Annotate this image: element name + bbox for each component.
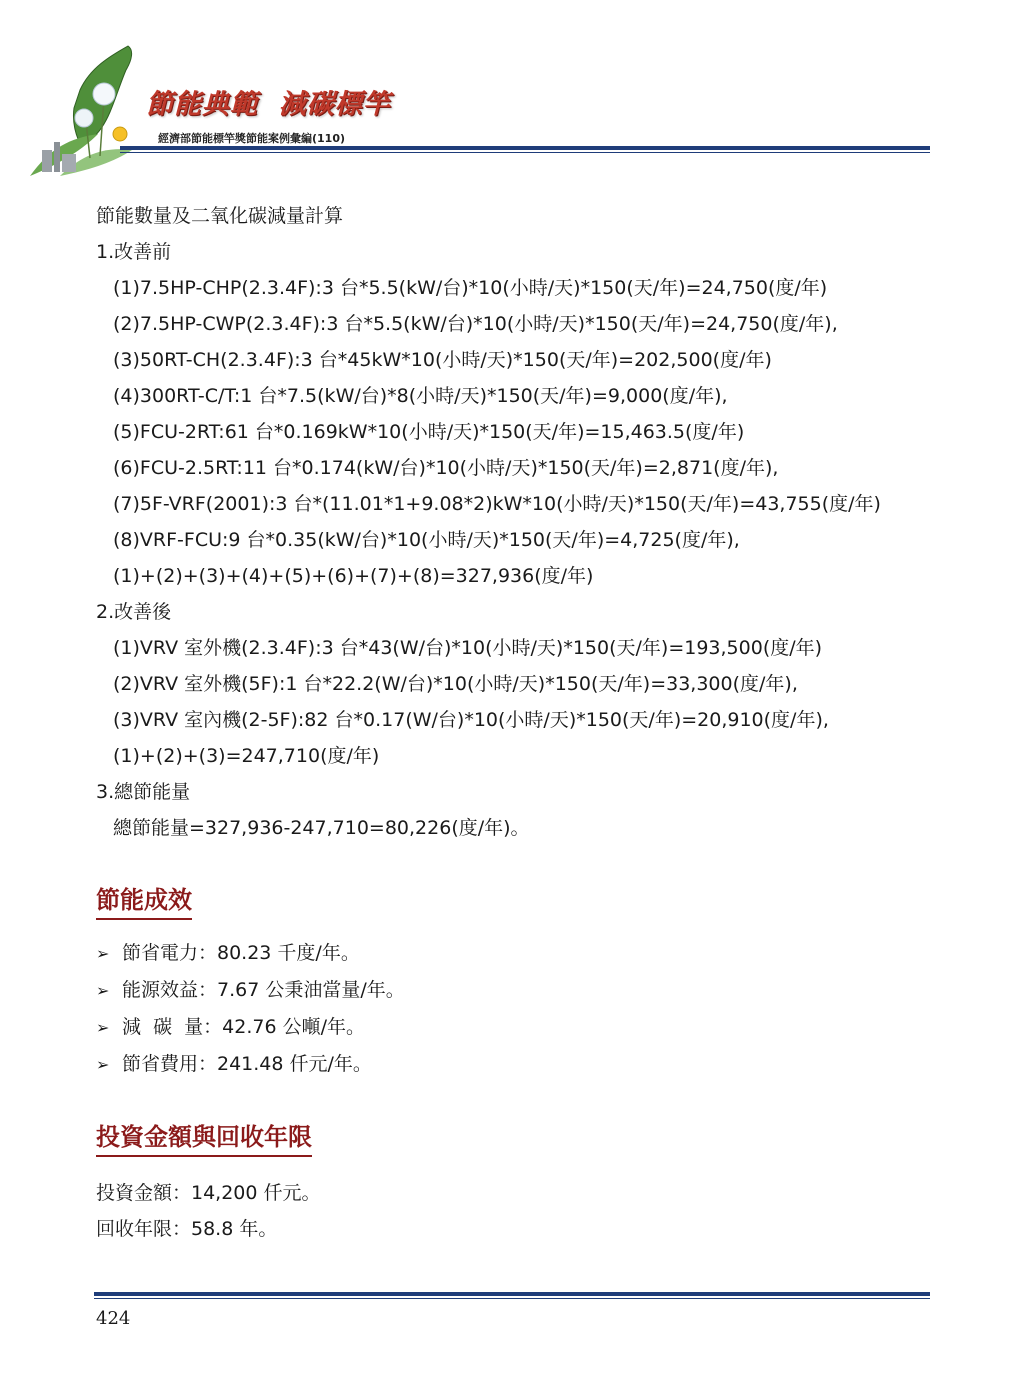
investment-amount: 投資金額：14,200 仟元。 bbox=[96, 1182, 321, 1204]
before-item: (2)7.5HP-CWP(2.3.4F):3 台*5.5(kW/台)*10(小時/天)*150(天/年)=24,750(度/年), bbox=[113, 313, 838, 335]
result-text: 節省電力：80.23 千度/年。 bbox=[122, 942, 360, 964]
result-item bbox=[96, 1012, 365, 1039]
before-item: (3)50RT-CH(2.3.4F):3 台*45kW*10(小時/天)*150(天/年)=202,500(度/年) bbox=[113, 349, 772, 371]
after-item: (1)VRV 室外機(2.3.4F):3 台*43(W/台)*10(小時/天)*150(天/年)=193,500(度/年) bbox=[113, 637, 823, 659]
result-text: 能源效益：7.67 公秉油當量/年。 bbox=[122, 979, 405, 1001]
after-item: (2)VRV 室外機(5F):1 台*22.2(W/台)*10(小時/天)*150(天/年)=33,300(度/年), bbox=[113, 673, 798, 695]
investment-heading: 投資金額與回收年限 bbox=[96, 1117, 312, 1157]
total-line: 總節能量=327,936-247,710=80,226(度/年)。 bbox=[113, 817, 530, 839]
payback-period: 回收年限：58.8 年。 bbox=[96, 1218, 278, 1240]
header-title: 節能典範 減碳標竿 bbox=[146, 89, 391, 120]
page-header bbox=[0, 0, 1024, 185]
result-text: 節省費用：241.48 仟元/年。 bbox=[122, 1053, 372, 1075]
before-item: (6)FCU-2.5RT:11 台*0.174(kW/台)*10(小時/天)*150(天/年)=2,871(度/年), bbox=[113, 457, 779, 479]
result-item bbox=[96, 975, 405, 1002]
after-item: (3)VRV 室內機(2-5F):82 台*0.17(W/台)*10(小時/天)*150(天/年)=20,910(度/年), bbox=[113, 709, 829, 731]
before-item: (4)300RT-C/T:1 台*7.5(kW/台)*8(小時/天)*150(天/年)=9,000(度/年), bbox=[113, 385, 728, 407]
before-item: (5)FCU-2RT:61 台*0.169kW*10(小時/天)*150(天/年)=15,463.5(度/年) bbox=[113, 421, 745, 443]
header-rule bbox=[120, 146, 930, 150]
page-number: 424 bbox=[96, 1308, 131, 1329]
arrow-bullet-icon: ➢ bbox=[96, 1055, 110, 1074]
before-item: (1)7.5HP-CHP(2.3.4F):3 台*5.5(kW/台)*10(小時/天)*150(天/年)=24,750(度/年) bbox=[113, 277, 828, 299]
before-sum: (1)+(2)+(3)+(4)+(5)+(6)+(7)+(8)=327,936(度/年) bbox=[113, 565, 594, 587]
results-heading: 節能成效 bbox=[96, 880, 192, 920]
arrow-bullet-icon: ➢ bbox=[96, 981, 110, 1000]
result-item bbox=[96, 938, 360, 965]
total-heading: 3.總節能量 bbox=[96, 781, 191, 803]
result-text: 減 碳 量：42.76 公噸/年。 bbox=[122, 1016, 365, 1038]
calc-title: 節能數量及二氧化碳減量計算 bbox=[96, 205, 344, 227]
before-item: (8)VRF-FCU:9 台*0.35(kW/台)*10(小時/天)*150(天/年)=4,725(度/年), bbox=[113, 529, 740, 551]
after-heading: 2.改善後 bbox=[96, 601, 172, 623]
before-heading: 1.改善前 bbox=[96, 241, 172, 263]
after-sum: (1)+(2)+(3)=247,710(度/年) bbox=[113, 745, 380, 767]
header-rule-thin bbox=[120, 152, 930, 153]
arrow-bullet-icon: ➢ bbox=[96, 944, 110, 963]
arrow-bullet-icon: ➢ bbox=[96, 1018, 110, 1037]
result-item bbox=[96, 1049, 372, 1076]
header-subtitle: 經濟部節能標竿獎節能案例彙編(110) bbox=[158, 132, 346, 145]
before-item: (7)5F-VRF(2001):3 台*(11.01*1+9.08*2)kW*10(小時/天)*150(天/年)=43,755(度/年) bbox=[113, 493, 881, 515]
footer-rule-thin bbox=[94, 1298, 930, 1299]
footer-rule bbox=[94, 1292, 930, 1296]
